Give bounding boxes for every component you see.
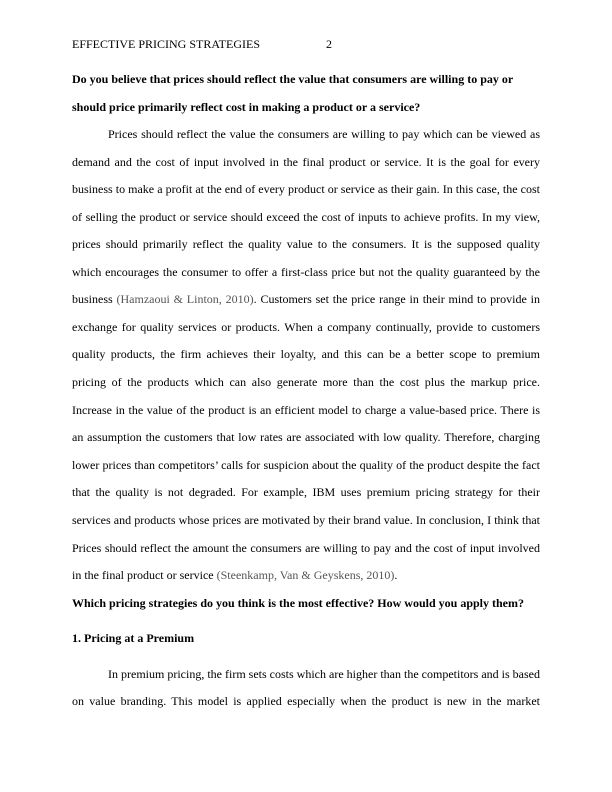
paragraph-line: prices should primarily reflect the quality value to the consumers. It is the supposed quality (72, 237, 540, 251)
citation: (Hamzaoui & Linton, 2010) (116, 292, 254, 306)
question-1-line-2: should price primarily reflect cost in making a product or a service? (72, 100, 421, 114)
citation: (Steenkamp, Van & Geyskens, 2010) (216, 568, 395, 582)
text-segment: in the final product or service (72, 568, 217, 582)
paragraph-line-with-citation (72, 292, 540, 306)
paragraph-line: lower prices than competitors’ calls for suspicion about the quality of the product despite the fact (72, 458, 540, 472)
paragraph-line: exchange for quality services or products. When a company continually, provide to customers (72, 320, 540, 334)
paragraph-line: an assumption the customers that low rates are associated with low quality. Therefore, charging (72, 430, 540, 444)
paragraph-line: Prices should reflect the value the consumers are willing to pay which can be viewed as (108, 127, 540, 141)
paragraph-line: of selling the product or service should exceed the cost of inputs to achieve profits. In my view, (72, 210, 540, 224)
question-1-line-1: Do you believe that prices should reflect the value that consumers are willing to pay or (72, 72, 514, 86)
question-2: Which pricing strategies do you think is the most effective? How would you apply them? (72, 596, 525, 610)
paragraph-last-line (72, 568, 397, 582)
paragraph-line: quality products, the firm achieves their loyalty, and this can be a better scope to premium (72, 347, 540, 361)
paragraph-line: pricing of the products which can also generate more than the cost plus the markup price. (72, 375, 540, 389)
paragraph-line: business to make a profit at the end of every product or service as their gain. In this case, the cost (72, 182, 540, 196)
text-segment: business (72, 292, 117, 306)
paragraph-line: In premium pricing, the firm sets costs which are higher than the competitors and is based (108, 667, 540, 681)
paragraph-line: Prices should reflect the amount the consumers are willing to pay and the cost of input involved (72, 541, 540, 555)
paragraph-line: that the quality is not degraded. For example, IBM uses premium pricing strategy for their (72, 485, 540, 499)
page-number: 2 (326, 37, 332, 51)
paragraph-line: Increase in the value of the product is an efficient model to charge a value-based price. There is (72, 403, 540, 417)
section-heading: 1. Pricing at a Premium (72, 631, 195, 645)
paragraph-line: demand and the cost of input involved in the final product or service. It is the goal for every (72, 155, 540, 169)
text-segment: . (394, 568, 398, 582)
running-header-title: EFFECTIVE PRICING STRATEGIES (72, 37, 261, 51)
text-segment: . Customers set the price range in their mind to provide in (253, 292, 540, 306)
paragraph-line: which encourages the consumer to offer a first-class price but not the quality guaranteed by the (72, 265, 540, 279)
paragraph-line: services and products whose prices are motivated by their brand value. In conclusion, I think that (72, 513, 540, 527)
paragraph-line: on value branding. This model is applied especially when the product is new in the market (72, 694, 540, 708)
